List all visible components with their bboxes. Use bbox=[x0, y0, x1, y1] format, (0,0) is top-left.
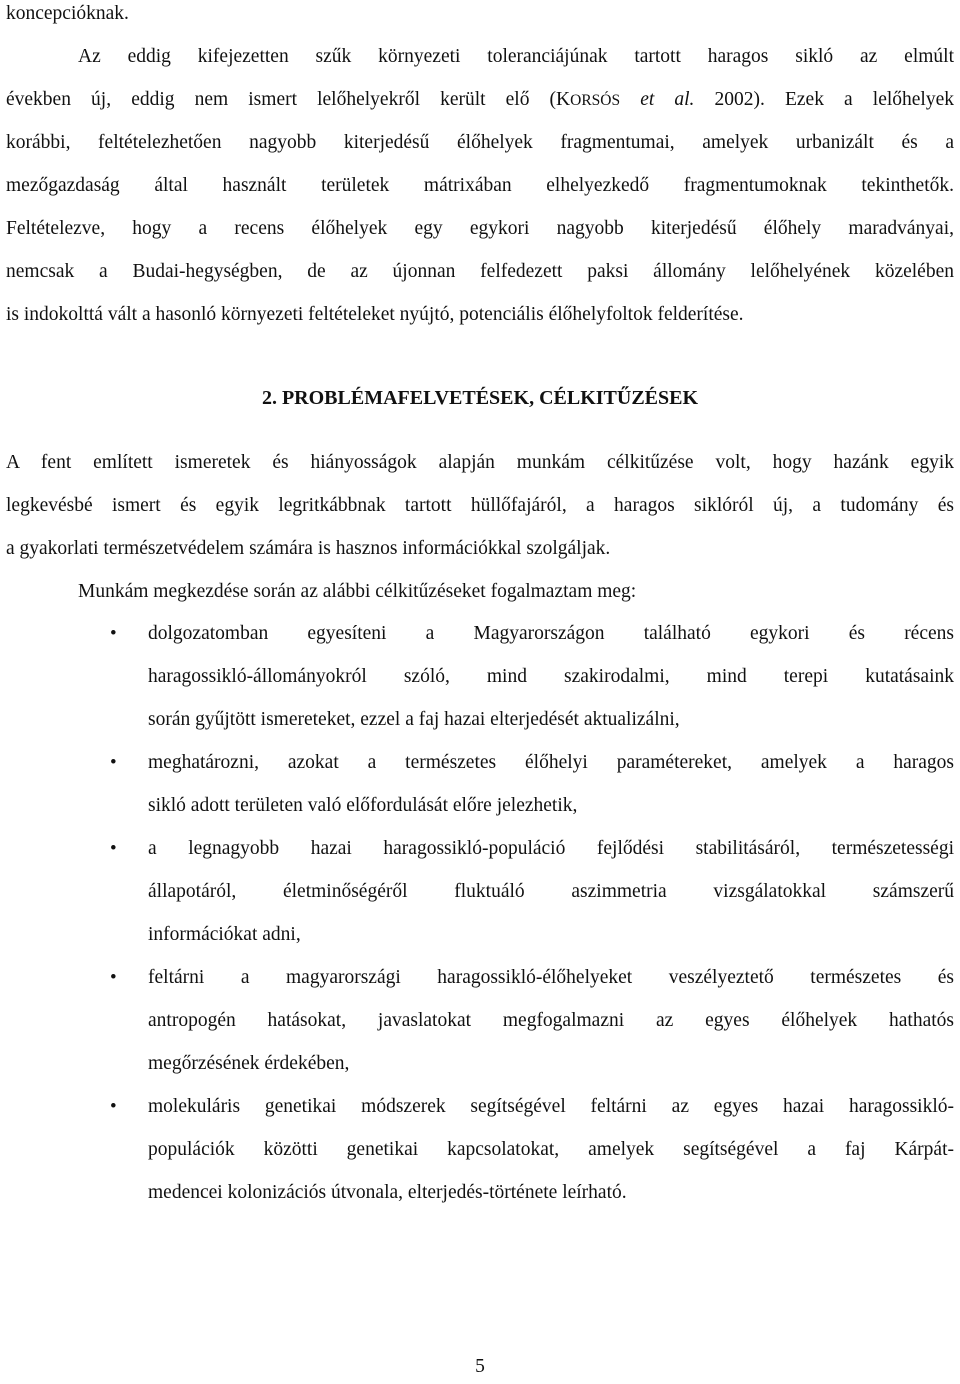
bullet-line: állapotáról, életminőségéről fluktuáló aszimmetria vizsgálatokkal számszerű bbox=[148, 881, 954, 902]
section-heading: 2. PROBLÉMAFELVETÉSEK, CÉLKITŰZÉSEK bbox=[261, 387, 699, 409]
paragraph-line: legkevésbé ismert és egyik legritkábbnak tartott hüllőfajáról, a haragos siklóról új, a tudomány és bbox=[6, 495, 954, 516]
bullet-line: dolgozatomban egyesíteni a Magyarországon található egykori és récens bbox=[148, 623, 954, 644]
paragraph-line: a gyakorlati természetvédelem számára is hasznos információkkal szolgáljak. bbox=[6, 538, 611, 559]
bullet-line: molekuláris genetikai módszerek segítségével feltárni az egyes hazai haragossikló- bbox=[148, 1096, 954, 1117]
bullet-icon: • bbox=[110, 838, 117, 859]
paragraph-line: is indokolttá vált a hasonló környezeti feltételeket nyújtó, potenciális élőhelyfoltok felderítése. bbox=[6, 304, 744, 325]
bullet-line: sikló adott területen való előfordulását előre jelezhetik, bbox=[148, 795, 578, 816]
text-span: 2002). Ezek a lelőhelyek bbox=[694, 89, 955, 110]
bullet-line: medencei kolonizációs útvonala, elterjedés-története leírható. bbox=[148, 1182, 627, 1203]
paragraph-line: Munkám megkezdése során az alábbi célkitűzéseket fogalmaztam meg: bbox=[78, 581, 637, 602]
paragraph-line bbox=[6, 78, 954, 121]
paragraph-line: mezőgazdaság által használt területek mátrixában elhelyezkedő fragmentumoknak tekinthetők. bbox=[6, 175, 954, 196]
bullet-line: megőrzésének érdekében, bbox=[148, 1053, 350, 1074]
bullet-icon: • bbox=[110, 1096, 117, 1117]
italic-text: et al. bbox=[620, 89, 695, 110]
bullet-line: feltárni a magyarországi haragossikló-élőhelyeket veszélyeztető természetes és bbox=[148, 967, 954, 988]
author-name-smallcaps: ORSÓS bbox=[570, 92, 621, 109]
paragraph-line: Az eddig kifejezetten szűk környezeti toleranciájúnak tartott haragos sikló az elmúlt bbox=[78, 46, 954, 67]
paragraph-line: A fent említett ismeretek és hiányosságok alapján munkám célkitűzése volt, hogy hazánk egyik bbox=[6, 452, 954, 473]
bullet-icon: • bbox=[110, 967, 117, 988]
bullet-line: antropogén hatásokat, javaslatokat megfogalmazni az egyes élőhelyek hathatós bbox=[148, 1010, 954, 1031]
paragraph-line: Feltételezve, hogy a recens élőhelyek egy egykori nagyobb kiterjedésű élőhely maradványai, bbox=[6, 218, 954, 239]
bullet-line: populációk közötti genetikai kapcsolatokat, amelyek segítségével a faj Kárpát- bbox=[148, 1139, 954, 1160]
bullet-line: a legnagyobb hazai haragossikló-populáció fejlődési stabilitásáról, természetességi bbox=[148, 838, 954, 859]
bullet-line: információkat adni, bbox=[148, 924, 301, 945]
bullet-icon: • bbox=[110, 623, 117, 644]
bullet-line: meghatározni, azokat a természetes élőhelyi paramétereket, amelyek a haragos bbox=[148, 752, 954, 773]
bullet-icon: • bbox=[110, 752, 117, 773]
paragraph-line: koncepcióknak. bbox=[6, 3, 129, 24]
paragraph-line: nemcsak a Budai-hegységben, de az újonnan felfedezett paksi állomány lelőhelyének közelében bbox=[6, 261, 954, 282]
bullet-line: haragossikló-állományokról szóló, mind szakirodalmi, mind terepi kutatásaink bbox=[148, 666, 954, 687]
page-number: 5 bbox=[475, 1356, 485, 1377]
text-span: években új, eddig nem ismert lelőhelyekről került elő (K bbox=[6, 89, 571, 110]
bullet-line: során gyűjtött ismereteket, ezzel a faj hazai elterjedését aktualizálni, bbox=[148, 709, 680, 730]
paragraph-line: korábbi, feltételezhetően nagyobb kiterjedésű élőhelyek fragmentumai, amelyek urbanizált és a bbox=[6, 132, 954, 153]
